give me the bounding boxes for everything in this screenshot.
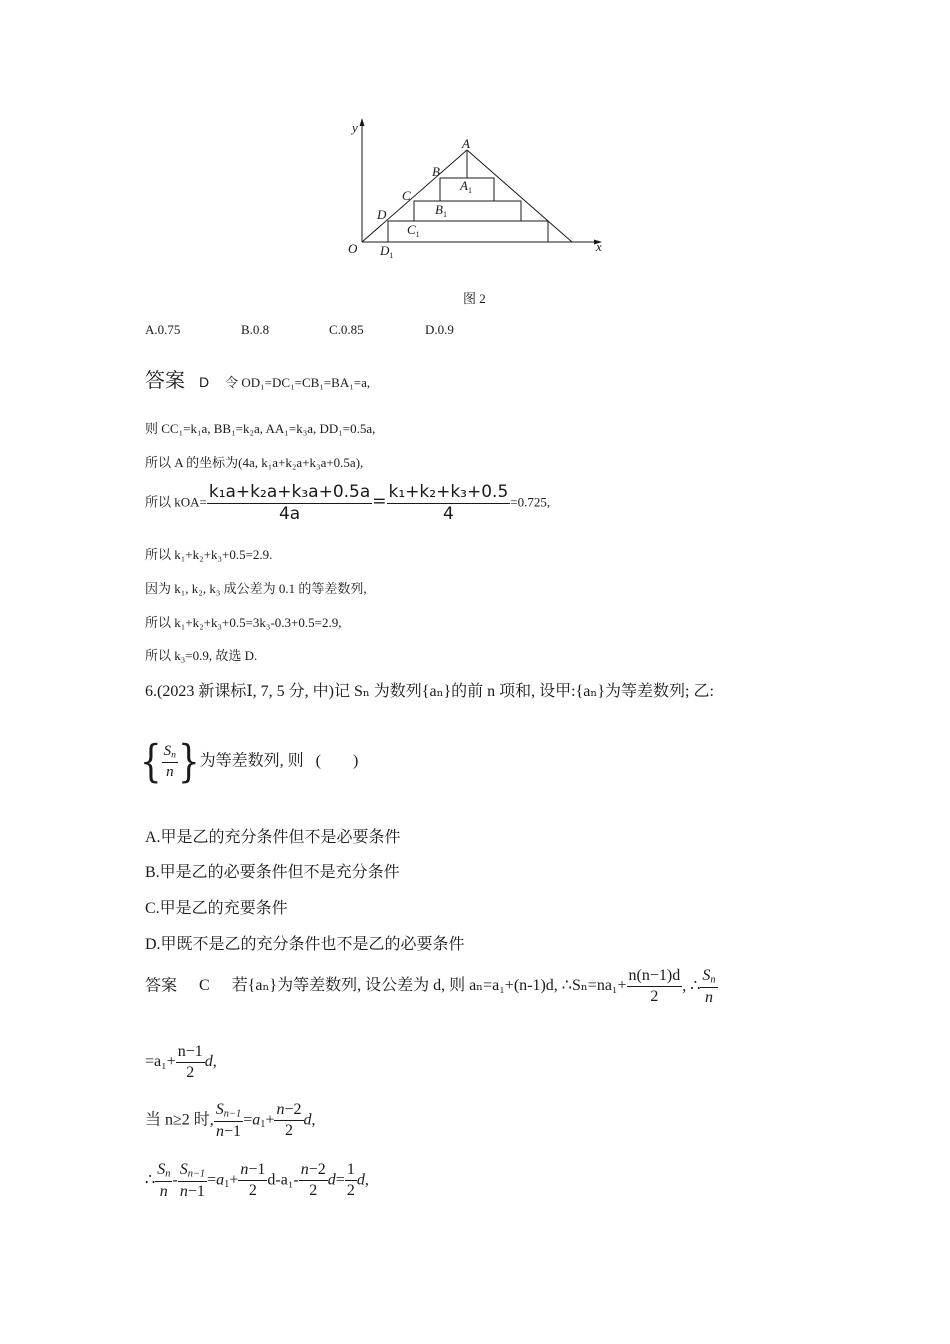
fraction-n-minus-1-over-2	[176, 1042, 205, 1083]
q5-line-4: 所以 kOA= $\frac{\text{k₁a+k₂a+k₃a+0.5a}}{4a}$ = $\frac{\text{k₁+k₂+k₃+0.5}}{4}$ =0.725,	[145, 482, 551, 525]
label-y: y	[352, 120, 358, 135]
answer-line-1: 令 OD₁=DC₁=CB₁=BA₁=a,	[225, 375, 371, 390]
q6-answer-line-1: 答案 C 若{aₙ}为等差数列, 设公差为 d, 则 aₙ=a₁+(n-1)d, ∴Sₙ=na₁+ $\frac{n(n-1)d}{2}$ , ∴ $\frac{S_n}{n}$	[145, 967, 716, 1006]
q5-option-b: B.0.8	[241, 322, 270, 337]
q6-answer-line-4: ∴ $\frac{S_n}{n}$ - $\frac{S_{n-1}}{n-1}$ $=a_1+$ $\frac{n-1}{2}$ d-a₁- $\frac{n-2}{2}$ d= $\frac{1}{2}$ d,	[145, 1161, 369, 1200]
label-d: D	[377, 207, 387, 222]
line-4-suffix: =0.725,	[510, 494, 551, 510]
fraction-sn-formula	[627, 966, 683, 1007]
label-a1: $A_1$	[460, 178, 472, 195]
fraction-sn-over-n: $\frac{S_n}{n}$	[163, 743, 177, 780]
label-c: C	[402, 188, 411, 203]
q5-option-a: A.0.75	[145, 322, 181, 337]
fraction-one-half	[345, 1160, 357, 1201]
fraction-denominator: 2	[346, 1182, 355, 1200]
fraction-sn-over-n: $\frac{S_n}{n}$	[702, 967, 716, 1006]
fraction-numerator: n−1	[176, 1042, 205, 1063]
fraction-n-minus-2-over-2: $\frac{n-2}{2}$	[276, 1101, 302, 1140]
fraction-sn1-over-n1: $\frac{S_{n-1}}{n-1}$	[179, 1161, 206, 1200]
q5-line-8: 所以 k₃=0.9, 故选 D.	[145, 648, 258, 663]
right-side-line	[467, 150, 572, 242]
label-c1: $C_1$	[407, 222, 420, 239]
fraction-denominator: 4	[442, 504, 454, 525]
q6-answer-line-2: =a₁+ $\frac{n-1}{2}$ d,	[145, 1043, 217, 1081]
line-4-mid: d-a₁-	[267, 1171, 299, 1189]
q6-stem: 6.(2023 新课标Ⅰ, 7, 5 分, 中)记 Sₙ 为数列{aₙ}的前 n 项和, 设甲:{aₙ}为等差数列; 乙:	[145, 683, 714, 700]
q6-answer-line-3: 当 n≥2 时, $\frac{S_{n-1}}{n-1}$ $=a_1+$ $\frac{n-2}{2}$ d,	[145, 1101, 316, 1140]
fraction-sn1-over-n1: $\frac{S_{n-1}}{n-1}$	[215, 1101, 242, 1140]
q5-option-d: D.0.9	[425, 322, 454, 337]
q6-option-c: C.甲是乙的充要条件	[145, 900, 288, 917]
label-b1: $B_1$	[435, 202, 447, 219]
q5-line-7: 所以 k₁+k₂+k₃+0.5=3k₃-0.3+0.5=2.9,	[145, 615, 342, 630]
fraction-sn-over-n: $\frac{S_n}{n}$	[157, 1161, 171, 1200]
label-d1: $D_1$	[380, 243, 394, 260]
answer-label: 答案	[145, 977, 178, 995]
fraction-denominator: 2	[186, 1064, 195, 1081]
q5-line-5: 所以 k₁+k₂+k₃+0.5=2.9.	[145, 547, 273, 562]
fraction-numerator: 1	[345, 1160, 357, 1181]
q6-option-a: A.甲是乙的充分条件但不是必要条件	[145, 829, 401, 846]
label-b: B	[432, 164, 440, 179]
figure-caption: 图 2	[463, 291, 486, 306]
q5-answer-header	[145, 364, 370, 393]
fraction-k-oa	[207, 482, 372, 526]
fraction-k-sum	[387, 482, 511, 526]
q6-option-d: D.甲既不是乙的充分条件也不是乙的必要条件	[145, 936, 465, 953]
answer-choice: D	[199, 374, 210, 390]
q5-line-6: 因为 k₁, k₂, k₃ 成公差为 0.1 的等差数列,	[145, 581, 367, 596]
y-axis-arrow	[360, 118, 365, 126]
fraction-n-minus-2-over-2: $\frac{n-2}{2}$	[300, 1161, 326, 1200]
label-x: x	[596, 239, 602, 254]
q5-line-3: 所以 A 的坐标为(4a, k₁a+k₂a+k₃a+0.5a),	[145, 455, 364, 470]
q6-stem-tail: 为等差数列, 则 ( )	[199, 752, 359, 770]
fraction-n-minus-1-over-2: $\frac{n-1}{2}$	[240, 1161, 266, 1200]
fraction-denominator: 2	[650, 988, 659, 1006]
fraction-numerator: k₁a+k₂a+k₃a+0.5a	[207, 482, 372, 504]
label-o: O	[348, 241, 358, 256]
q6-option-b: B.甲是乙的必要条件但不是充分条件	[145, 864, 400, 881]
figure-2-staircase-diagram	[340, 110, 620, 270]
rectangle-c	[414, 201, 521, 221]
q5-option-c: C.0.85	[329, 322, 364, 337]
fraction-numerator: k₁+k₂+k₃+0.5	[387, 482, 511, 504]
answer-line-1-text: 若{aₙ}为等差数列, 设公差为 d, 则 aₙ=a₁+(n-1)d, ∴Sₙ=na₁+	[231, 977, 627, 995]
q5-line-2: 则 CC₁=k₁a, BB₁=k₂a, AA₁=k₃a, DD₁=0.5a,	[145, 421, 376, 436]
line-4-prefix: 所以 kOA=	[145, 494, 207, 510]
label-a: A	[462, 136, 470, 151]
q6-stem-line-2: { $\frac{S_n}{n}$ }为等差数列, 则 ( )	[140, 736, 359, 788]
answer-label: 答案	[145, 370, 185, 392]
fraction-numerator: n(n−1)d	[627, 966, 683, 987]
line-2-prefix: =a₁+	[145, 1053, 176, 1071]
line-3-prefix: 当 n≥2 时,	[145, 1111, 214, 1129]
answer-choice: C	[199, 977, 210, 995]
fraction-denominator: 4a	[278, 504, 301, 525]
